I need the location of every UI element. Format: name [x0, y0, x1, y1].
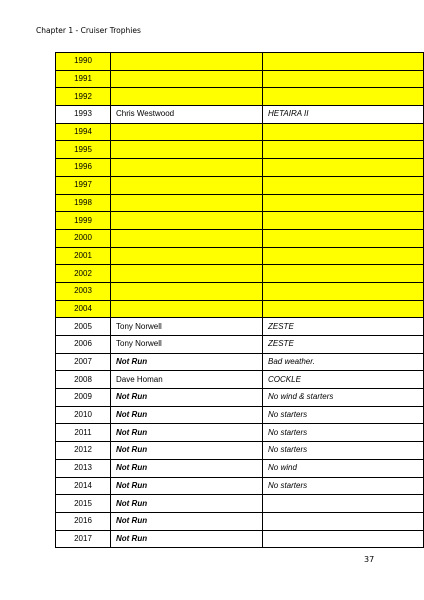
results-table — [55, 52, 424, 548]
yacht-cell: ZESTE — [263, 336, 424, 354]
table-row — [56, 495, 424, 513]
yacht-cell: HETAIRA II — [263, 106, 424, 124]
table-row — [56, 477, 424, 495]
page-number: 37 — [364, 555, 375, 564]
yacht-cell — [263, 194, 424, 212]
winner-cell — [111, 123, 263, 141]
winner-cell: Not Run — [111, 477, 263, 495]
winner-cell — [111, 70, 263, 88]
year-cell: 2010 — [56, 406, 111, 424]
table-row — [56, 389, 424, 407]
winner-cell: Not Run — [111, 442, 263, 460]
table-row — [56, 106, 424, 124]
winner-cell — [111, 194, 263, 212]
winner-cell — [111, 212, 263, 230]
yacht-cell — [263, 512, 424, 530]
yacht-cell: No wind — [263, 459, 424, 477]
winner-cell: Tony Norwell — [111, 336, 263, 354]
table-row — [56, 194, 424, 212]
yacht-cell — [263, 495, 424, 513]
yacht-cell — [263, 300, 424, 318]
year-cell: 1998 — [56, 194, 111, 212]
year-cell: 2009 — [56, 389, 111, 407]
table-row — [56, 459, 424, 477]
table-row — [56, 442, 424, 460]
year-cell: 2004 — [56, 300, 111, 318]
year-cell: 2002 — [56, 265, 111, 283]
yacht-cell: No starters — [263, 442, 424, 460]
yacht-cell — [263, 159, 424, 177]
winner-cell: Dave Homan — [111, 371, 263, 389]
winner-cell — [111, 229, 263, 247]
year-cell: 2013 — [56, 459, 111, 477]
yacht-cell: Bad weather. — [263, 353, 424, 371]
year-cell: 1997 — [56, 176, 111, 194]
year-cell: 1994 — [56, 123, 111, 141]
year-cell: 2011 — [56, 424, 111, 442]
table-row — [56, 88, 424, 106]
winner-cell: Not Run — [111, 512, 263, 530]
winner-cell — [111, 300, 263, 318]
table-row — [56, 300, 424, 318]
yacht-cell: ZESTE — [263, 318, 424, 336]
table-row — [56, 123, 424, 141]
table-row — [56, 176, 424, 194]
year-cell: 1999 — [56, 212, 111, 230]
yacht-cell — [263, 141, 424, 159]
table-row — [56, 282, 424, 300]
winner-cell — [111, 53, 263, 71]
winner-cell: Not Run — [111, 406, 263, 424]
yacht-cell — [263, 282, 424, 300]
table-row — [56, 353, 424, 371]
winner-cell: Tony Norwell — [111, 318, 263, 336]
year-cell: 1995 — [56, 141, 111, 159]
table-row — [56, 512, 424, 530]
winner-cell: Chris Westwood — [111, 106, 263, 124]
winner-cell: Not Run — [111, 353, 263, 371]
table-row — [56, 530, 424, 548]
table-row — [56, 53, 424, 71]
yacht-cell — [263, 212, 424, 230]
winner-cell — [111, 141, 263, 159]
table-row — [56, 229, 424, 247]
table-row — [56, 336, 424, 354]
year-cell: 2003 — [56, 282, 111, 300]
year-cell: 2007 — [56, 353, 111, 371]
winner-cell — [111, 265, 263, 283]
yacht-cell — [263, 176, 424, 194]
table-row — [56, 212, 424, 230]
table-row — [56, 265, 424, 283]
table-row — [56, 406, 424, 424]
results-table-body — [56, 53, 424, 548]
table-row — [56, 247, 424, 265]
yacht-cell: No wind & starters — [263, 389, 424, 407]
year-cell: 1991 — [56, 70, 111, 88]
yacht-cell — [263, 265, 424, 283]
year-cell: 2000 — [56, 229, 111, 247]
winner-cell: Not Run — [111, 389, 263, 407]
table-row — [56, 70, 424, 88]
yacht-cell: No starters — [263, 424, 424, 442]
yacht-cell — [263, 247, 424, 265]
year-cell: 1996 — [56, 159, 111, 177]
year-cell: 2001 — [56, 247, 111, 265]
winner-cell: Not Run — [111, 495, 263, 513]
table-row — [56, 371, 424, 389]
table-row — [56, 141, 424, 159]
table-row — [56, 424, 424, 442]
yacht-cell: No starters — [263, 406, 424, 424]
table-row — [56, 159, 424, 177]
yacht-cell — [263, 53, 424, 71]
running-head: Chapter 1 - Cruiser Trophies — [36, 26, 141, 35]
winner-cell: Not Run — [111, 530, 263, 548]
winner-cell — [111, 176, 263, 194]
yacht-cell: COCKLE — [263, 371, 424, 389]
yacht-cell — [263, 70, 424, 88]
winner-cell — [111, 282, 263, 300]
winner-cell: Not Run — [111, 424, 263, 442]
table-row — [56, 318, 424, 336]
winner-cell — [111, 88, 263, 106]
yacht-cell — [263, 123, 424, 141]
year-cell: 1990 — [56, 53, 111, 71]
year-cell: 2012 — [56, 442, 111, 460]
year-cell: 2008 — [56, 371, 111, 389]
year-cell: 2014 — [56, 477, 111, 495]
year-cell: 2006 — [56, 336, 111, 354]
winner-cell — [111, 159, 263, 177]
yacht-cell — [263, 88, 424, 106]
year-cell: 2015 — [56, 495, 111, 513]
year-cell: 1993 — [56, 106, 111, 124]
winner-cell — [111, 247, 263, 265]
year-cell: 2005 — [56, 318, 111, 336]
year-cell: 1992 — [56, 88, 111, 106]
year-cell: 2016 — [56, 512, 111, 530]
winner-cell: Not Run — [111, 459, 263, 477]
yacht-cell — [263, 229, 424, 247]
yacht-cell — [263, 530, 424, 548]
yacht-cell: No starters — [263, 477, 424, 495]
year-cell: 2017 — [56, 530, 111, 548]
